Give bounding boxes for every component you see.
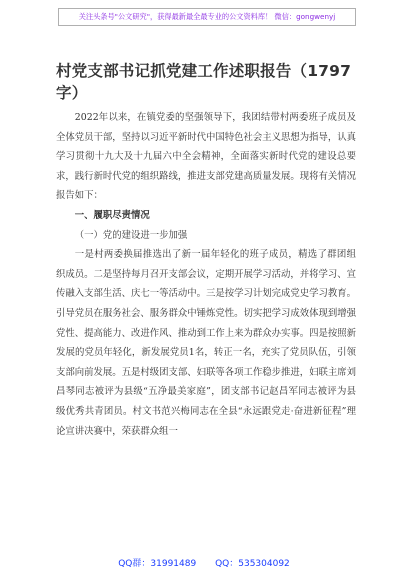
body-paragraph: 一是村两委换届推选出了新一届年轻化的班子成员，精选了群团组织成员。二是坚持每月召开支部会议，定期开展学习活动，并将学习、宣传融入支部生活、庆七一等活动中。三是按学习计划完成党史学习教育。引导党员在服务社会、服务群众中锤炼党性。切实把学习成效体现到增强党性、提高能力、改进作风、推动到工作上来为群众办实事。四是按照新发展的党员年轻化，新发展党员1名，转正一名，充实了党员队伍，引领支部向前发展。五是村级团支部、妇联等各项工作稳步推进，妇联主席刘昌琴同志被评为县级“五净最美家庭”，团支部书记赵昌军同志被评为县级优秀共青团员。村文书范兴梅同志在全县“永远跟党走·奋进新征程”理论宣讲决赛中，荣获群众组一 xyxy=(56,249,357,437)
intro-paragraph: 2022年以来，在镇党委的坚强领导下，我团结带村两委班子成员及全体党员干部，坚持以习近平新时代中国特色社会主义思想为指导，认真学习贯彻十九大及十九届六中全会精神，全面落实新时代党的建设总要求，践行新时代党的组织路线，推进支部党建高质量发展。现将有关情况报告如下： xyxy=(56,112,357,202)
header-banner xyxy=(58,8,356,26)
section-heading: 一、履职尽责情况 xyxy=(74,209,150,221)
footer-contact xyxy=(0,556,408,569)
banner-text: 关注头条号"公文研究"，获得最新最全最专业的公文资料库！ 微信：gongwenyj xyxy=(78,12,336,21)
document-body xyxy=(56,108,356,441)
subsection-heading: （一）党的建设进一步加强 xyxy=(74,229,188,241)
document-title: 村党支部书记抓党建工作述职报告（1797字） xyxy=(56,62,352,102)
footer-qq: QQ：535304092 xyxy=(215,559,290,569)
footer-qq-group: QQ群：31991489 xyxy=(118,559,197,569)
